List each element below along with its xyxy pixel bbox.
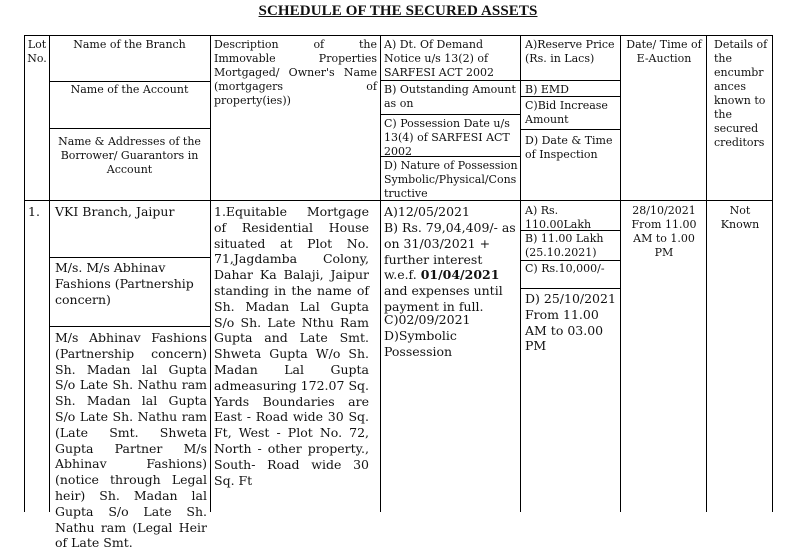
col-border-auction — [706, 35, 707, 512]
rule-notice-bc — [380, 114, 520, 115]
rule-row-account-borrower — [49, 326, 210, 327]
row-encumbrances: Not Known — [720, 204, 760, 231]
header-demand-notice: A) Dt. Of Demand Notice u/s 13(2) of SARFESI ACT 2002 — [384, 38, 494, 79]
row-branch: VKI Branch, Jaipur — [55, 204, 175, 219]
header-account-name: Name of the Account — [70, 83, 189, 96]
header-outstanding-amount: B) Outstanding Amount as on — [384, 83, 516, 110]
header-borrower-address: Name & Addresses of the Borrower/ Guarantors in Account — [58, 135, 201, 176]
row-inspection: D) 25/10/2021 From 11.00 AM to 03.00 PM — [525, 291, 616, 354]
col-border-branch — [210, 35, 211, 512]
header-inspection: D) Date & Time of Inspection — [525, 134, 613, 161]
header-reserve-price: A)Reserve Price (Rs. in Lacs) — [525, 38, 615, 65]
row-emd: B) 11.00 Lakh (25.10.2021) — [525, 232, 604, 259]
header-property-description: Description of the Immovable Properties Mortgaged/ Owner's Name (mortgagers of property(ies)) — [214, 38, 377, 107]
rule-row-reserve-bc — [520, 260, 620, 261]
row-interest-date: 01/04/2021 — [420, 267, 500, 283]
header-branch-name: Name of the Branch — [73, 38, 186, 51]
table-top-border — [24, 35, 772, 36]
header-bid-increase: C)Bid Increase Amount — [525, 99, 608, 126]
header-possession-date: C) Possession Date u/s 13(4) of SARFESI ACT 2002 — [384, 117, 510, 158]
col-border-notice — [520, 35, 521, 512]
rule-row-branch-account — [49, 257, 210, 258]
row-possession-nature: D)Symbolic Possession — [384, 328, 457, 359]
col-border-left — [24, 35, 25, 512]
row-outstanding-amount — [384, 220, 518, 315]
rule-account-borrower — [49, 128, 210, 129]
rule-reserve-cd — [520, 129, 620, 130]
page-title: SCHEDULE OF THE SECURED ASSETS — [258, 3, 538, 19]
col-border-property — [380, 35, 381, 512]
header-e-auction: Date/ Time of E-Auction — [626, 38, 702, 65]
rule-notice-ab — [380, 80, 520, 81]
row-possession-date: C)02/09/2021 — [384, 312, 471, 327]
row-bid-increase: C) Rs.10,000/- — [525, 262, 605, 275]
header-encumbrances: Details of the encumbr ances known to the secured creditors — [714, 38, 768, 149]
row-borrower-details: M/s Abhinav Fashions (Partnership concern) Sh. Madan lal Gupta S/o Late Sh. Nathu ram Sh. Madan lal Gupta S/o Late Sh. Nathu ram (Late Smt. Shweta Gupta Partner M/s Abhinav Fashions) (notice through Legal heir) Sh. Madan lal Gupta S/o Late Sh. Nathu ram (Legal Heir of Late Smt. — [55, 330, 207, 551]
row-e-auction: 28/10/2021 From 11.00 AM to 1.00 PM — [631, 204, 697, 259]
row-demand-notice-date: A)12/05/2021 — [384, 204, 470, 219]
row-lot-number: 1. — [28, 204, 40, 219]
header-lot-no: Lot No. — [27, 38, 47, 65]
rule-branch-account — [49, 81, 210, 82]
rule-row-reserve-cd — [520, 288, 620, 289]
col-border-reserve — [620, 35, 621, 512]
header-possession-nature: D) Nature of Possession Symbolic/Physical/Cons tructive — [384, 159, 518, 200]
row-outstanding-text: B) Rs. 79,04,409/- as on 31/03/2021 + further interest w.e.f. — [384, 220, 516, 283]
row-outstanding-tail: and expenses until payment in full. — [384, 283, 503, 314]
row-property-description: 1.Equitable Mortgage of Residential House situated at Plot No. 71,Jagdamba Colony, Dahar Ka Balaji, Jaipur standing in the name of Sh. Madan Lal Gupta S/o Sh. Late Nthu Ram Gupta and Late Smt. Shweta Gupta W/o Sh. Madan Lal Gupta admeasuring 172.07 Sq. Yards Boundaries are East - Road wide 30 Sq. Ft, West - Plot No. 72, North - other property., South- Road wide 30 Sq. Ft — [214, 204, 369, 488]
header-emd: B) EMD — [525, 83, 569, 96]
row-account: M/s. M/s Abhinav Fashions (Partnership concern) — [55, 260, 194, 307]
rule-reserve-ab — [520, 80, 620, 81]
col-border-lot — [49, 35, 50, 512]
col-border-right — [772, 35, 773, 512]
row-reserve-price: A) Rs. 110.00Lakh — [525, 204, 592, 231]
